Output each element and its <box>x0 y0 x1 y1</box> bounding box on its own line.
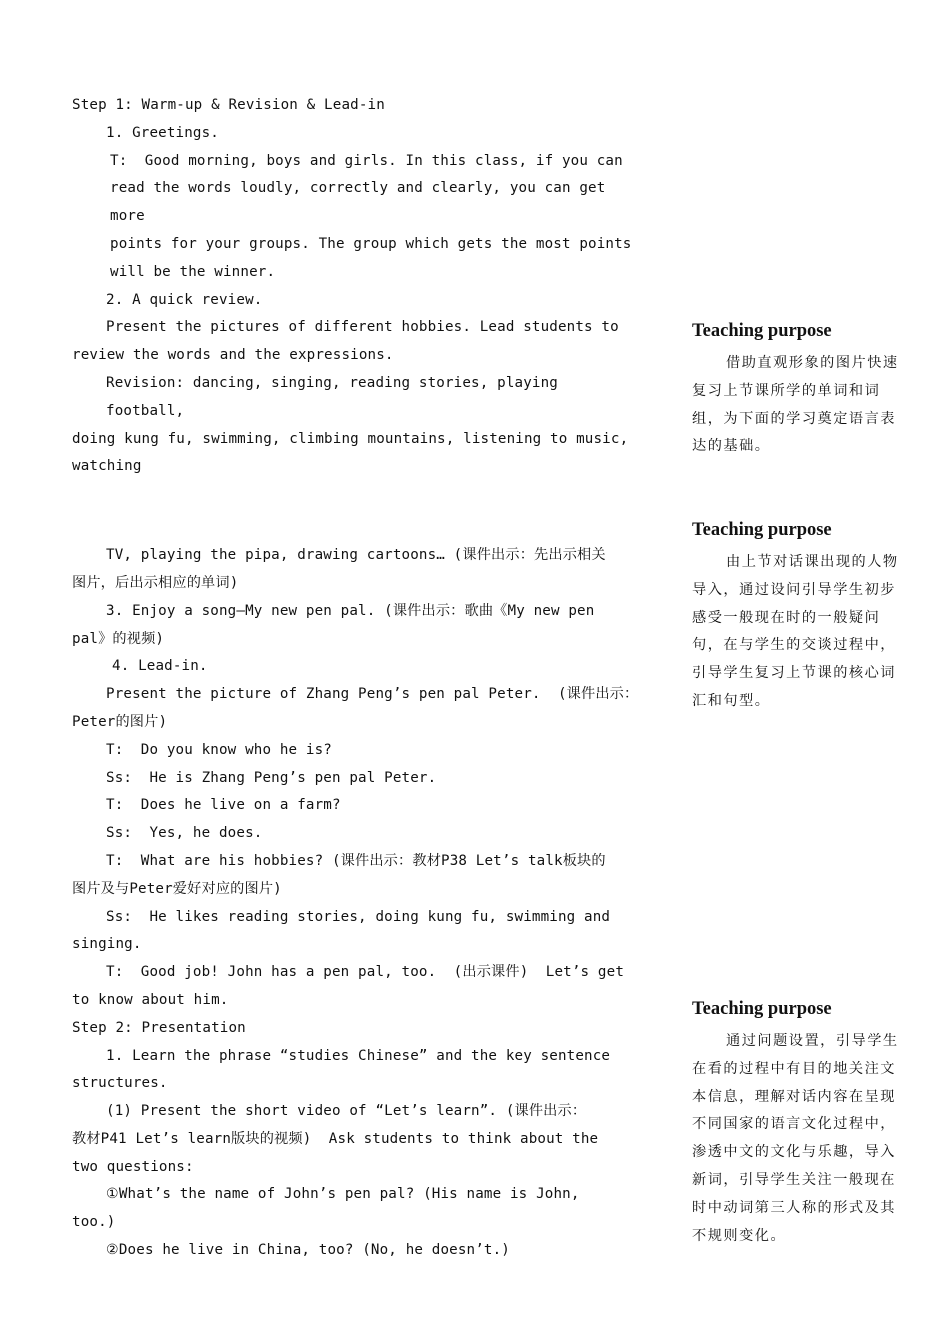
dialogue-line: Ss: He is Zhang Peng’s pen pal Peter. <box>106 769 437 786</box>
note-text: 通过问题设置，引导学生在看的过程中有目的地关注文本信息，理解对话内容在呈现不同国家的语言文化过程中，渗透中文的文化与乐趣，导入新词，引导学生关注一般现在时中动词第三人称的形式及其不规则变化。 <box>692 1033 899 1244</box>
note-heading: Teaching purpose <box>692 321 832 341</box>
text-line: (1) Present the short video of “Let’s learn”. (课件出示： <box>106 1103 587 1120</box>
dialogue-line: Ss: He likes reading stories, doing kung fu, swimming and <box>106 908 611 925</box>
teaching-purpose-note-3 <box>692 998 904 1250</box>
text-line: 教材P41 Let’s learn版块的视频) Ask students to think about the <box>72 1130 599 1147</box>
text-line: 4. Lead-in. <box>112 658 208 675</box>
text-line: watching <box>72 458 142 475</box>
teaching-purpose-note-1 <box>692 320 904 461</box>
dialogue-line: T: What are his hobbies? (课件出示：教材P38 Let’s talk板块的 <box>106 852 606 869</box>
text-line: Revision: dancing, singing, reading stories, playing football, <box>106 374 567 419</box>
text-line: 图片，后出示相应的单词) <box>72 574 239 591</box>
dialogue-line: read the words loudly, correctly and clearly, you can get more <box>110 180 615 225</box>
dialogue-line: T: Good job! John has a pen pal, too. (出示课件) Let’s get <box>106 964 625 981</box>
text-line: Present the pictures of different hobbies. Lead students to <box>106 319 619 336</box>
note-text: 借助直观形象的图片快速复习上节课所学的单词和词组，为下面的学习奠定语言表达的基础。 <box>692 355 899 455</box>
text-line: 2. A quick review. <box>106 291 263 308</box>
text-line: TV, playing the pipa, drawing cartoons… (课件出示：先出示相关 <box>106 547 606 564</box>
text-line: 1. Greetings. <box>106 124 219 141</box>
text-line: too.) <box>72 1214 116 1231</box>
dialogue-line: will be the winner. <box>110 263 276 280</box>
spacer <box>72 481 642 542</box>
text-line: structures. <box>72 1075 168 1092</box>
text-line: Present the picture of Zhang Peng’s pen pal Peter. (课件出示： <box>106 686 639 703</box>
step2-heading: Step 2: Presentation <box>72 1019 246 1036</box>
step1-heading: Step 1: Warm-up & Revision & Lead-in <box>72 97 385 113</box>
text-line: singing. <box>72 936 142 953</box>
text-line: Peter的图片) <box>72 713 168 730</box>
text-line: doing kung fu, swimming, climbing mountains, listening to music, <box>72 430 629 447</box>
note-text: 由上节对话课出现的人物导入，通过设问引导学生初步感受一般现在时的一般疑问句，在与学生的交谈过程中，引导学生复习上节课的核心词汇和句型。 <box>692 554 899 709</box>
text-line: to know about him. <box>72 991 229 1008</box>
text-line: review the words and the expressions. <box>72 347 394 364</box>
teaching-purpose-note-2 <box>692 519 904 716</box>
dialogue-line: T: Good morning, boys and girls. In this class, if you can <box>110 152 623 169</box>
note-heading: Teaching purpose <box>692 520 832 540</box>
dialogue-line: T: Does he live on a farm? <box>106 797 341 814</box>
dialogue-line: Ss: Yes, he does. <box>106 825 263 842</box>
text-line: pal》的视频) <box>72 630 165 647</box>
text-line: 3. Enjoy a song—My new pen pal. (课件出示：歌曲《My new pen <box>106 602 595 619</box>
lesson-procedure-column <box>72 92 642 1265</box>
text-line: 图片及与Peter爱好对应的图片) <box>72 880 282 897</box>
note-heading: Teaching purpose <box>692 999 832 1019</box>
text-line: 1. Learn the phrase “studies Chinese” and the key sentence <box>106 1047 611 1064</box>
dialogue-line: T: Do you know who he is? <box>106 741 332 758</box>
question-line: ②Does he live in China, too? (No, he doesn’t.) <box>106 1242 510 1259</box>
question-line: ①What’s the name of John’s pen pal? (His name is John, <box>106 1186 580 1203</box>
text-line: two questions: <box>72 1158 194 1175</box>
dialogue-line: points for your groups. The group which gets the most points <box>110 235 632 252</box>
